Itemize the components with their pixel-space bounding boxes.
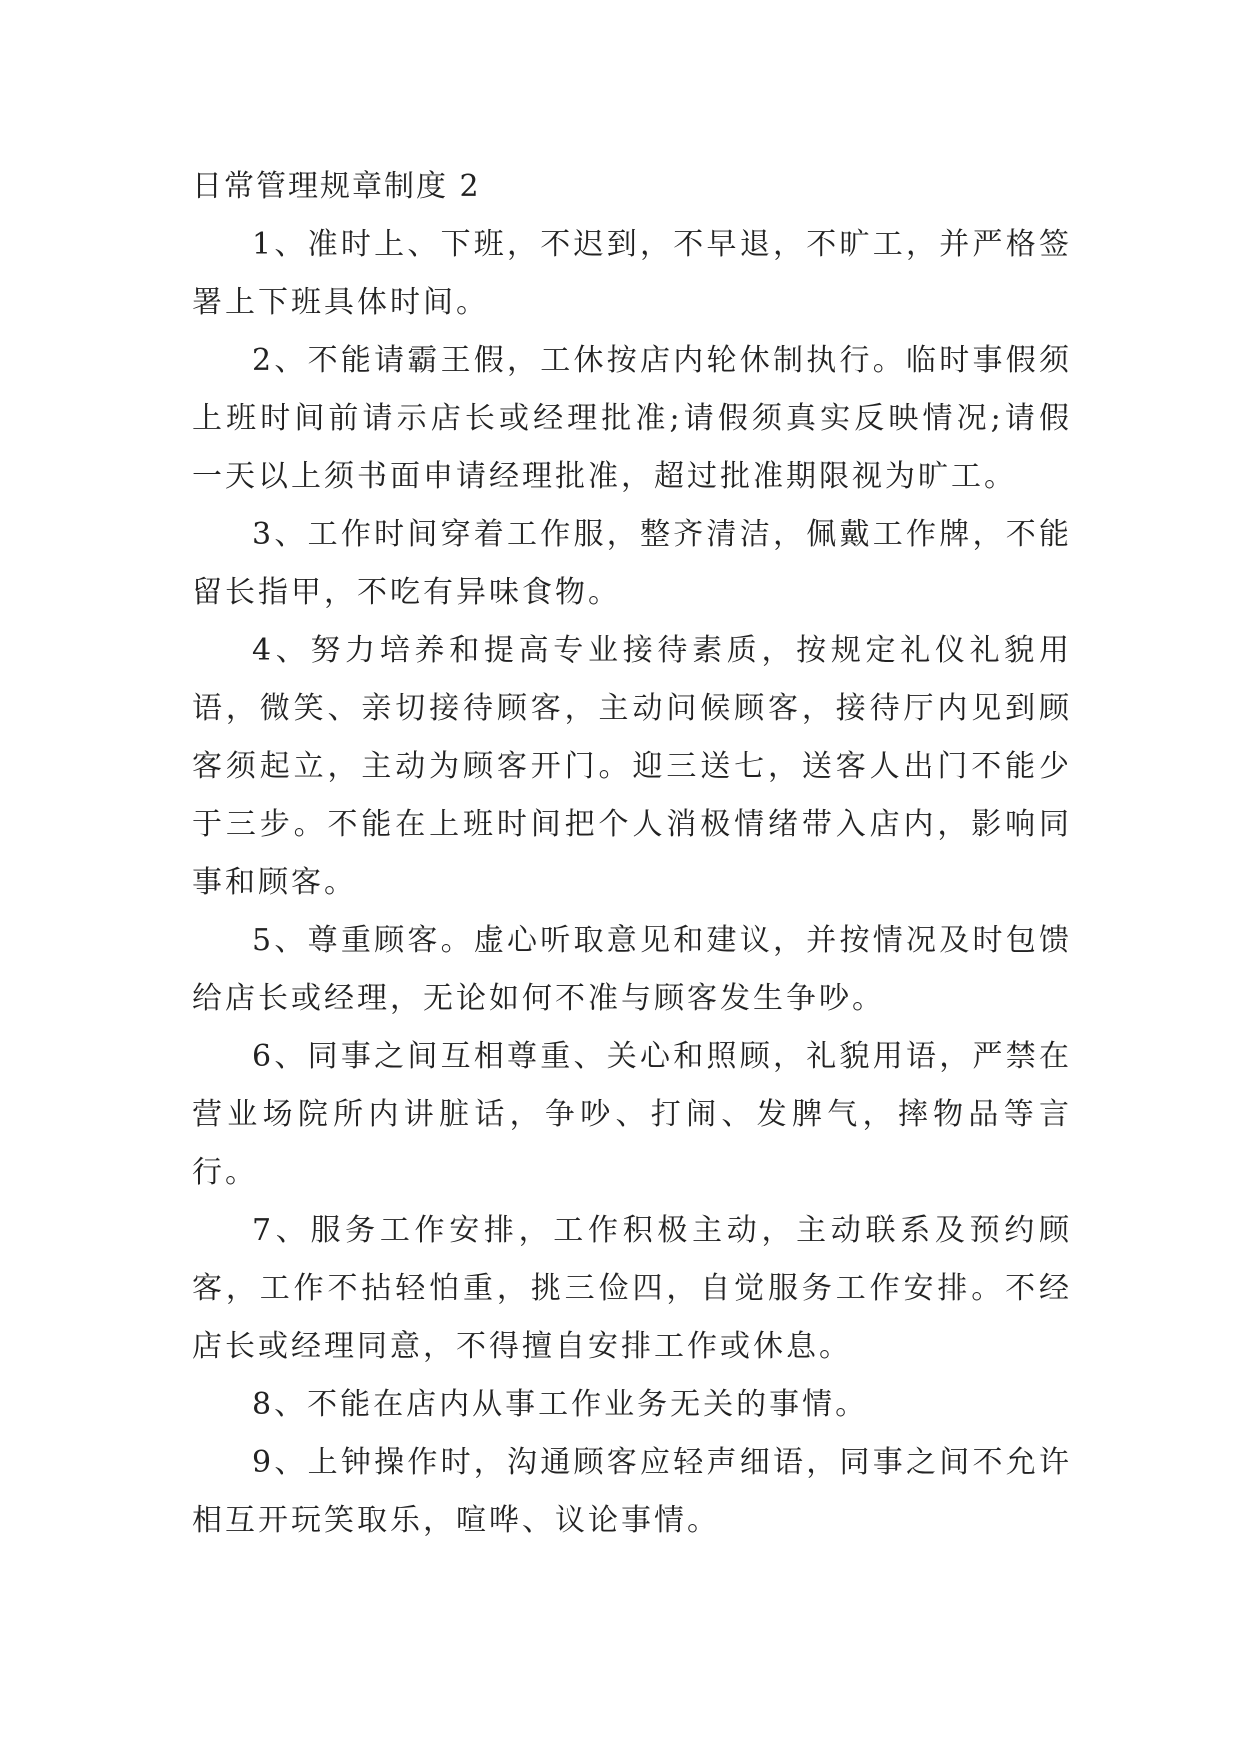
document-body: [192, 158, 1072, 1550]
rule-paragraph-7: 7、服务工作安排，工作积极主动，主动联系及预约顾客，工作不拈轻怕重，挑三俭四，自觉服务工作安排。不经店长或经理同意，不得擅自安排工作或休息。: [192, 1213, 1072, 1364]
rule-paragraph-2: 2、不能请霸王假，工休按店内轮休制执行。临时事假须上班时间前请示店长或经理批准;请假须真实反映情况;请假一天以上须书面申请经理批准，超过批准期限视为旷工。: [192, 343, 1072, 494]
document-title: 日常管理规章制度 2: [192, 169, 481, 204]
rule-paragraph-3: 3、工作时间穿着工作服，整齐清洁，佩戴工作牌，不能留长指甲，不吃有异味食物。: [192, 517, 1072, 610]
rule-paragraph-6: 6、同事之间互相尊重、关心和照顾，礼貌用语，严禁在营业场院所内讲脏话，争吵、打闹、发脾气，摔物品等言行。: [192, 1039, 1072, 1190]
rule-paragraph-1: 1、准时上、下班，不迟到，不早退，不旷工，并严格签署上下班具体时间。: [192, 227, 1072, 320]
rule-paragraph-9: 9、上钟操作时，沟通顾客应轻声细语，同事之间不允许相互开玩笑取乐，喧哗、议论事情。: [192, 1445, 1072, 1538]
rule-paragraph-5: 5、尊重顾客。虚心听取意见和建议，并按情况及时包馈给店长或经理，无论如何不准与顾客发生争吵。: [192, 923, 1072, 1016]
rule-paragraph-8: 8、不能在店内从事工作业务无关的事情。: [252, 1387, 869, 1422]
rule-paragraph-4: 4、努力培养和提高专业接待素质，按规定礼仪礼貌用语，微笑、亲切接待顾客，主动问候顾客，接待厅内见到顾客须起立，主动为顾客开门。迎三送七，送客人出门不能少于三步。不能在上班时间把个人消极情绪带入店内，影响同事和顾客。: [192, 633, 1072, 900]
